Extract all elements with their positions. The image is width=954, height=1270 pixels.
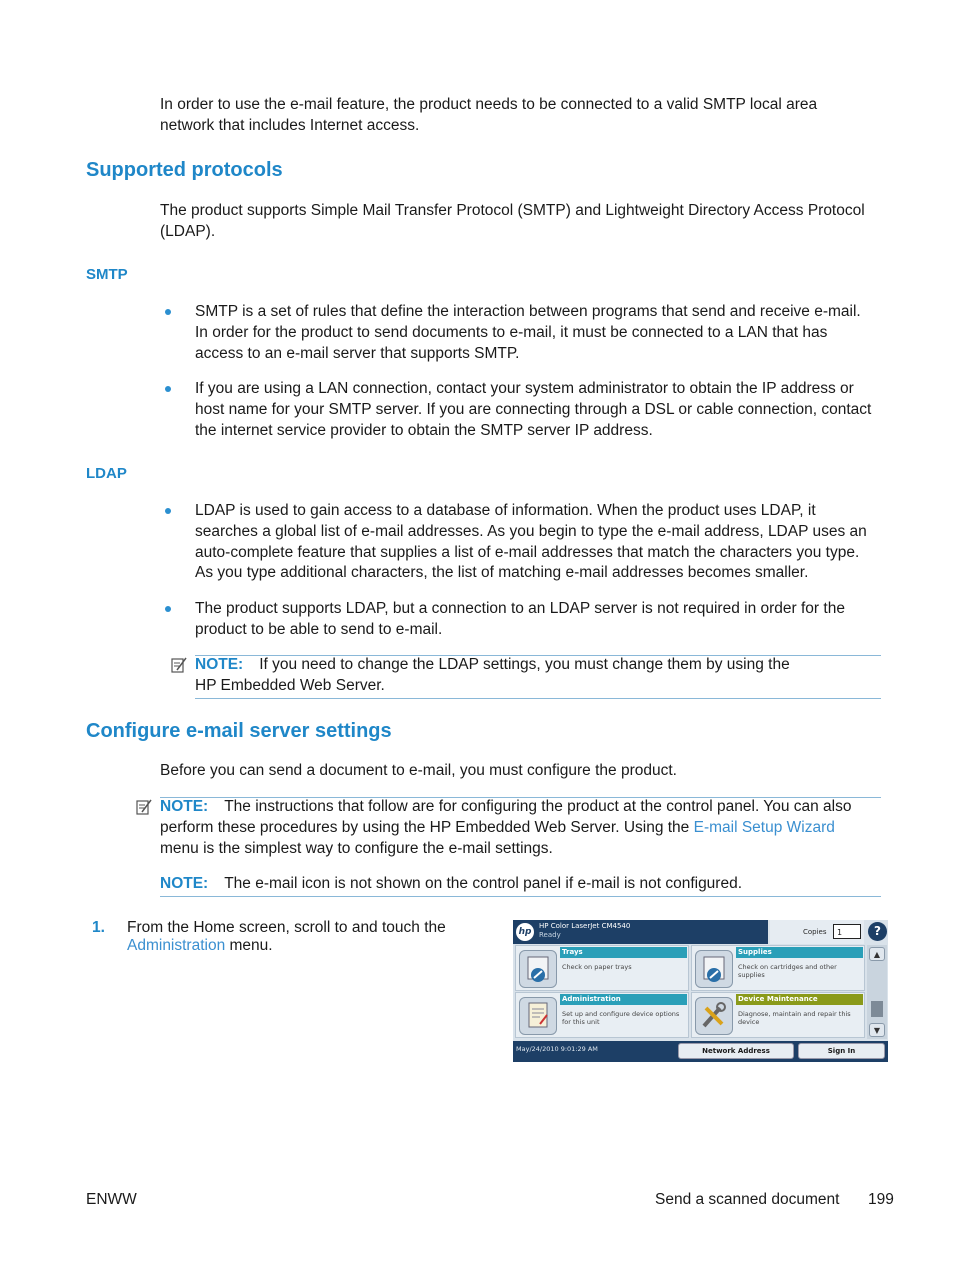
ldap-note-text: If you need to change the LDAP settings, you must change them by using the <box>259 656 790 673</box>
ldap-note-line-2: HP Embedded Web Server. <box>195 677 385 694</box>
smtp-bullet-2-line-1: If you are using a LAN connection, contact your system administrator to obtain the IP address or <box>195 380 854 397</box>
copies-panel <box>770 920 864 944</box>
tile-title: Trays <box>560 947 687 958</box>
note-label: NOTE: <box>195 656 244 673</box>
configure-note-line-2 <box>160 817 835 838</box>
note-icon <box>170 656 188 674</box>
ldap-bullet-2-line-2: product to be able to send to e-mail. <box>195 621 443 638</box>
ldap-bullet-1-line-1: LDAP is used to gain access to a database of information. When the product uses LDAP, it <box>195 502 816 519</box>
smtp-bullet-1-line-2: In order for the product to send documents to e-mail, it must be connected to a LAN that has <box>195 324 828 341</box>
copies-label: Copies <box>803 928 827 936</box>
wrench-screwdriver-icon <box>695 997 733 1035</box>
screen-bottom-bar <box>513 1041 888 1062</box>
intro-line-2: network that includes Internet access. <box>160 117 420 134</box>
tile-supplies[interactable] <box>691 945 865 991</box>
tile-description: Diagnose, maintain and repair this device <box>738 1010 851 1026</box>
screen-title-bar <box>513 920 768 944</box>
configure-note-text-2: perform these procedures by using the HP Embedded Web Server. Using the <box>160 819 694 836</box>
note-icon <box>135 798 153 816</box>
supplies-icon <box>695 950 733 988</box>
sign-in-button[interactable]: Sign In <box>798 1043 885 1059</box>
administration-icon <box>519 997 557 1035</box>
section-heading-configure: Configure e-mail server settings <box>86 720 392 742</box>
note-rule-bottom <box>195 698 881 699</box>
step-1-line-1: From the Home screen, scroll to and touch the <box>127 919 446 936</box>
administration-link[interactable]: Administration <box>127 937 226 954</box>
scroll-up-icon[interactable]: ▲ <box>869 947 885 961</box>
note-label: NOTE: <box>160 798 209 815</box>
smtp-bullet-2-line-3: the internet service provider to obtain the SMTP server IP address. <box>195 422 653 439</box>
configure-note-line-3: menu is the simplest way to configure the e-mail settings. <box>160 840 553 857</box>
trays-icon <box>519 950 557 988</box>
note-label: NOTE: <box>160 875 209 892</box>
ldap-bullet-2-line-1: The product supports LDAP, but a connection to an LDAP server is not required in order for the <box>195 600 845 617</box>
bullet-dot <box>165 309 171 315</box>
tile-title: Administration <box>560 994 687 1005</box>
bullet-dot <box>165 606 171 612</box>
scrollbar[interactable] <box>867 945 887 1039</box>
ldap-bullet-1-line-3: auto-complete feature that supplies a list of e-mail addresses that match the characters you type. <box>195 544 860 561</box>
ldap-bullet-1-line-2: searches a global list of e-mail addresses. As you begin to type the e-mail address, LDAP uses an <box>195 523 867 540</box>
supported-line-1: The product supports Simple Mail Transfer Protocol (SMTP) and Lightweight Directory Access Protocol <box>160 202 865 219</box>
scroll-thumb[interactable] <box>871 1001 883 1017</box>
configure-note-2-text: The e-mail icon is not shown on the control panel if e-mail is not configured. <box>224 875 743 892</box>
control-panel-screenshot <box>513 920 888 1062</box>
bullet-dot <box>165 386 171 392</box>
tile-device-maintenance[interactable] <box>691 992 865 1038</box>
note-rule-bottom <box>160 896 881 897</box>
intro-line-1: In order to use the e-mail feature, the product needs to be connected to a valid SMTP local area <box>160 96 818 113</box>
configure-intro: Before you can send a document to e-mail, you must configure the product. <box>160 762 677 779</box>
tile-description: Set up and configure device options for this unit <box>562 1010 680 1026</box>
tile-trays[interactable] <box>515 945 689 991</box>
smtp-bullet-2-line-2: host name for your SMTP server. If you are connecting through a DSL or cable connection, contact <box>195 401 872 418</box>
smtp-bullet-1-line-1: SMTP is a set of rules that define the interaction between programs that send and receive e-mail. <box>195 303 861 320</box>
footer-section: Send a scanned document <box>655 1191 840 1208</box>
device-status: Ready <box>539 931 561 939</box>
subheading-ldap: LDAP <box>86 465 127 482</box>
help-icon[interactable]: ? <box>868 922 887 941</box>
scroll-down-icon[interactable]: ▼ <box>869 1023 885 1037</box>
subheading-smtp: SMTP <box>86 266 128 283</box>
section-heading-supported-protocols: Supported protocols <box>86 159 283 181</box>
ldap-bullet-1-line-4: As you type additional characters, the list of matching e-mail addresses becomes smaller. <box>195 564 809 581</box>
tile-title: Supplies <box>736 947 863 958</box>
step-1-line-2 <box>127 935 273 956</box>
email-setup-wizard-link[interactable]: E-mail Setup Wizard <box>693 819 835 836</box>
tile-administration[interactable] <box>515 992 689 1038</box>
step-1-tail: menu. <box>225 937 273 954</box>
page-number: 199 <box>868 1191 894 1208</box>
configure-note-text: The instructions that follow are for configuring the product at the control panel. You can also <box>224 798 852 815</box>
copies-input[interactable]: 1 <box>833 924 861 939</box>
tile-description: Check on cartridges and other supplies <box>738 963 837 979</box>
tile-description: Check on paper trays <box>562 963 632 971</box>
supported-line-2: (LDAP). <box>160 223 216 240</box>
tile-title: Device Maintenance <box>736 994 863 1005</box>
configure-note-line-1 <box>160 796 852 817</box>
network-address-button[interactable]: Network Address <box>678 1043 794 1059</box>
smtp-bullet-1-line-3: access to an e-mail server that supports SMTP. <box>195 345 520 362</box>
footer-left: ENWW <box>86 1191 137 1208</box>
configure-note-2 <box>160 873 742 894</box>
ldap-note-line-1 <box>195 654 790 675</box>
step-number: 1. <box>92 919 105 936</box>
bullet-dot <box>165 508 171 514</box>
date-time: May/24/2010 9:01:29 AM <box>516 1045 598 1053</box>
device-title: HP Color LaserJet CM4540 <box>539 922 631 930</box>
hp-logo-icon: hp <box>516 923 534 941</box>
